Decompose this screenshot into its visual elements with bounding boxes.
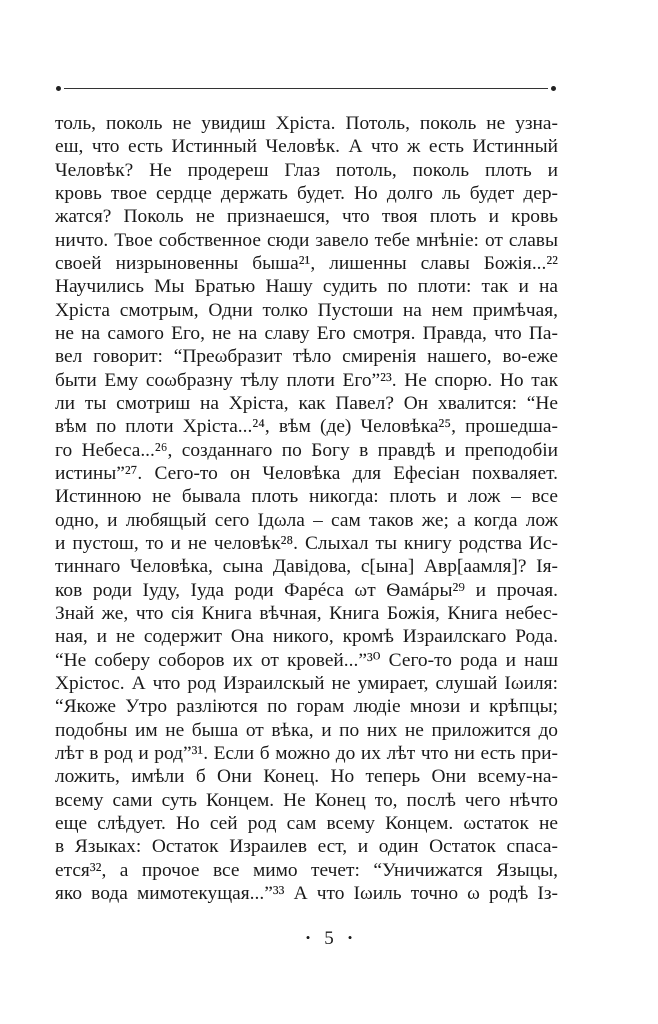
page-footer [0,928,658,950]
text-line: вѣм по плоти Хрiста...²⁴, вѣм (де) Человѣка²⁵, прошедша- [55,416,558,438]
text-line: ничто. Твое собственное сюди завело тебе мнѣнiе: от славы [55,229,558,251]
text-line: подобны им не быша от вѣка, и по них не приложится до [55,719,558,741]
text-line: ли ты смотриш на Хрiста, как Павел? Он хвалится: “Не [55,392,558,414]
page-number: 5 [324,928,334,949]
text-line: ная, и не содержит Она никого, кромѣ Израилскаго Рода. [55,626,558,648]
body-text [55,112,558,905]
text-line: истины”²⁷. Сего-то он Человѣка для Ефесiан похваляет. [55,462,558,484]
text-line: лѣт в род и род”³¹. Если б можно до их лѣт что ни есть при- [55,742,558,764]
rule-line [64,88,548,89]
text-line: Научились Мы Братью Нашу судить по плоти: так и на [55,276,558,298]
text-line: в Языках: Остаток Израилев ест, и один Остаток спаса- [55,836,558,858]
text-line: ков роди Iуду, Iуда роди Фарéса ωт Ѳамáры²⁹ и прочая. [55,579,558,601]
text-line: быти Ему соωбразну тѣлу плоти Его”²³. Не спорю. Но так [55,369,558,391]
text-line: “Не соберу соборов их от кровей...”³⁰ Сего-то рода и наш [55,649,558,671]
text-line: “Якоже Утро разлiются по горам людiе мнози и крѣпцы; [55,696,558,718]
text-line: Человѣк? Не продереш Глаз потоль, поколь плоть и [55,159,558,181]
rule-dot-right [551,86,556,91]
text-line: го Небеса...²⁶, созданнаго по Богу в правдѣ и преподобiи [55,439,558,461]
text-line: жатся? Поколь не признаешся, что твоя плоть и кровь [55,206,558,228]
text-line: всему сами суть Концем. Не Конец то, послѣ чего нѣчто [55,789,558,811]
text-line: яко вода мимотекущая...”³³ А что Iωиль точно ω родѣ Iз- [55,882,558,904]
folio-bullet-right: • [347,930,353,945]
text-line: ется³², а прочое все мимо течет: “Уничижатся Языцы, [55,859,558,881]
text-line: Хрiстос. А что род Израилскый не умирает, слушай Iωиля: [55,672,558,694]
folio-bullet-left: • [305,930,311,945]
text-line: тиннаго Человѣка, сына Давiдова, с[ына] Авр[аамля]? Iя- [55,556,558,578]
text-line: одно, и любящый сего Iдωла – сам таков же; а когда лож [55,509,558,531]
text-line: Хрiста смотрым, Одни толко Пустоши на нем примѣчая, [55,299,558,321]
text-line: своей низрыновенны быша²¹, лишенны славы Божiя...²² [55,252,558,274]
text-line: Знай же, что сiя Книга вѣчная, Книга Божiя, Книга небес- [55,602,558,624]
text-line: вел говорит: “Преωбразит тѣло смиренiя нашего, во-еже [55,346,558,368]
text-line: не на самого Его, не на славу Его смотря. Правда, что Па- [55,322,558,344]
header-rule [56,86,556,92]
text-line: ложить, имѣли б Они Конец. Но теперь Они всему-на- [55,766,558,788]
text-line: еще слѣдует. Но сей род сам всему Концем. ωстаток не [55,812,558,834]
text-line: толь, поколь не увидиш Хрiста. Потоль, поколь не узна- [55,113,558,134]
rule-dot-left [56,86,61,91]
text-line: и пустош, то и не человѣк²⁸. Слыхал ты книгу родства Ис- [55,532,558,554]
text-line: кровь твое сердце держать будет. Но долго ль будет дер- [55,182,558,204]
text-line: еш, что есть Истинный Человѣк. А что ж есть Истинный [55,136,558,158]
text-line: Истинною не бывала плоть никогда: плоть и лож – все [55,486,558,508]
